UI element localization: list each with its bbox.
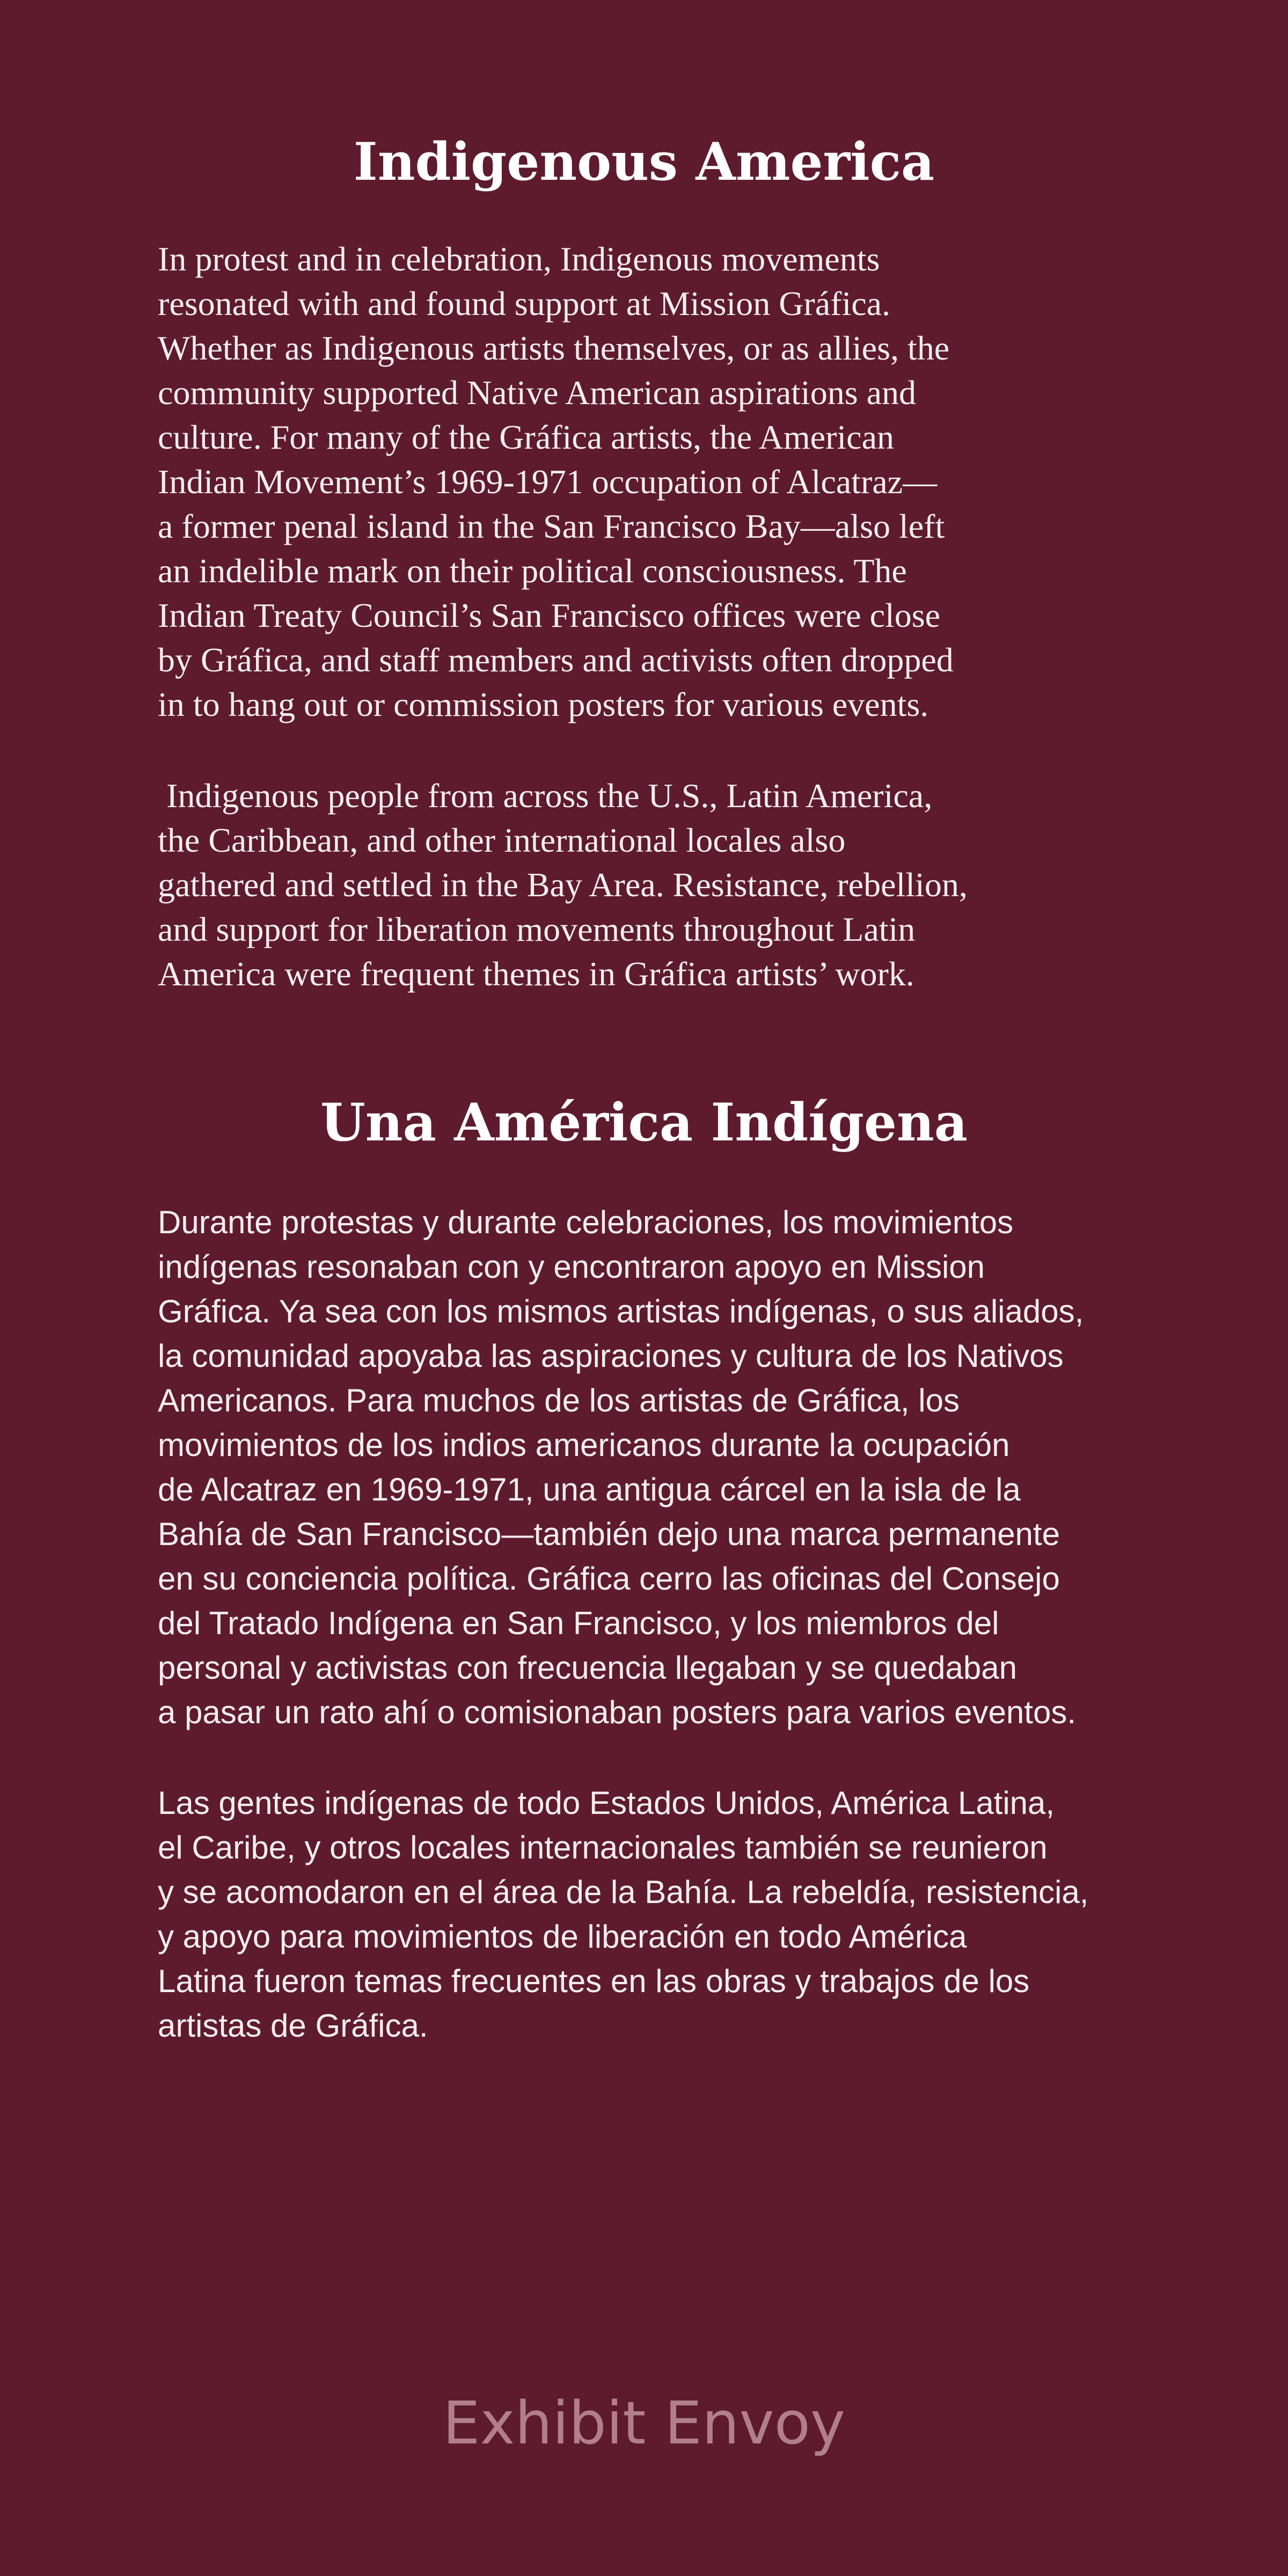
text-line: America were frequent themes in Gráfica artists’ work. — [158, 955, 914, 993]
english-paragraph-1 — [158, 237, 1177, 727]
text-line: artistas de Gráfica. — [158, 2008, 428, 2044]
text-line: Las gentes indígenas de todo Estados Unidos, América Latina, — [158, 1785, 1055, 1821]
text-line: a former penal island in the San Francisco Bay—also left — [158, 507, 945, 545]
text-line: de Alcatraz en 1969-1971, una antigua cárcel en la isla de la — [158, 1472, 1021, 1507]
text-line: movimientos de los indios americanos durante la ocupación — [158, 1427, 1010, 1463]
text-line: la comunidad apoyaba las aspiraciones y cultura de los Nativos — [158, 1338, 1064, 1374]
text-line: del Tratado Indígena en San Francisco, y los miembros del — [158, 1605, 999, 1641]
text-line: Bahía de San Francisco—también dejo una marca permanente — [158, 1516, 1060, 1552]
text-line: indígenas resonaban con y encontraron apoyo en Mission — [158, 1249, 985, 1285]
english-paragraph-2 — [158, 773, 1177, 996]
text-line: gathered and settled in the Bay Area. Resistance, rebellion, — [158, 866, 968, 904]
spanish-paragraph-2 — [158, 1781, 1177, 2048]
text-line: resonated with and found support at Mission Gráfica. — [158, 284, 891, 323]
text-line: Latina fueron temas frecuentes en las obras y trabajos de los — [158, 1963, 1030, 1999]
text-line: Gráfica. Ya sea con los mismos artistas indígenas, o sus aliados, — [158, 1293, 1084, 1329]
text-line: and support for liberation movements throughout Latin — [158, 910, 916, 948]
footer-brand: Exhibit Envoy — [442, 2389, 846, 2457]
text-line: an indelible mark on their political consciousness. The — [158, 552, 907, 590]
text-line: y apoyo para movimientos de liberación en todo América — [158, 1919, 967, 1955]
text-line: Whether as Indigenous artists themselves, or as allies, the — [158, 329, 950, 367]
text-line: by Gráfica, and staff members and activists often dropped — [158, 641, 954, 679]
text-line: Indian Treaty Council’s San Francisco offices were close — [158, 596, 941, 634]
text-line: Americanos. Para muchos de los artistas de Gráfica, los — [158, 1382, 960, 1418]
text-line: Indian Movement’s 1969-1971 occupation of Alcatraz— — [158, 463, 938, 501]
text-line: culture. For many of the Gráfica artists, the American — [158, 418, 894, 456]
text-line: In protest and in celebration, Indigenous movements — [158, 240, 880, 278]
text-line: a pasar un rato ahí o comisionaban posters para varios eventos. — [158, 1694, 1076, 1730]
text-line: personal y activistas con frecuencia llegaban y se quedaban — [158, 1650, 1018, 1686]
text-line: en su conciencia política. Gráfica cerro las oficinas del Consejo — [158, 1561, 1060, 1597]
text-line: in to hang out or commission posters for various events. — [158, 685, 929, 723]
text-line: Indigenous people from across the U.S., Latin America, — [158, 777, 933, 815]
text-line: el Caribe, y otros locales internacionales también se reunieron — [158, 1829, 1048, 1865]
text-line: y se acomodaron en el área de la Bahía. La rebeldía, resistencia, — [158, 1874, 1089, 1910]
text-line: Durante protestas y durante celebraciones, los movimientos — [158, 1204, 1014, 1240]
text-line: the Caribbean, and other international locales also — [158, 821, 846, 859]
text-line: community supported Native American aspirations and — [158, 374, 916, 412]
english-section-title: Indigenous America — [353, 131, 935, 192]
spanish-section-title: Una América Indígena — [320, 1092, 968, 1153]
spanish-paragraph-1 — [158, 1200, 1177, 1735]
